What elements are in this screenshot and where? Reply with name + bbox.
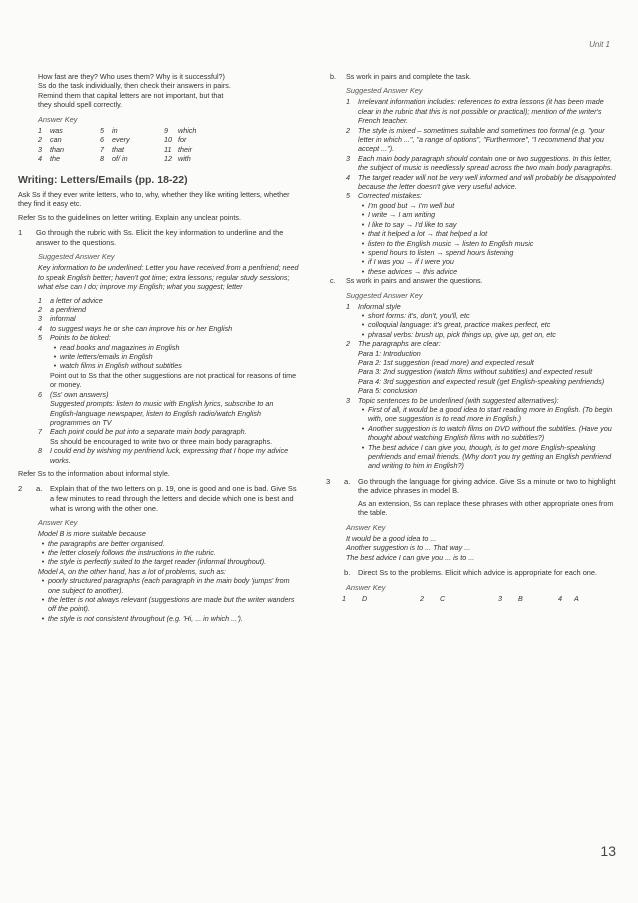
paragraph: Refer Ss to the guidelines on letter writing. Explain any unclear points. [18,212,241,222]
suggested-prompts: Suggested prompts: listen to music with English lyrics, subscribe to an English-language newspaper, listen to English radio/watch English programmes on TV [50,399,274,427]
key-info: Key information to be underlined: Letter you have received from a penfriend; need to speak English better; haven't got time; extra lessons; regular study sessions; what else can I do; improve my English; what you suggest; letter [38,263,299,292]
exercise-2: 2 a. Explain that of the two letters on p. 19, one is good and one is bad. Give Ss a few minutes to read through the letters and decide which one is best and what is wrong with the other one. [18,484,297,513]
point-out: Point out to Ss that the other suggestions are not practical for reasons of time or money. [50,370,297,390]
section-heading: Writing: Letters/Emails (pp. 18-22) [18,174,188,186]
answer-key-grid: 1 was 5 in 9 which 2 can 6 every 10 for 3 than 7 that 11 their 4 the 8 of/ in 12 with [38,125,197,164]
intro-text [18,72,300,110]
paragraph: Ask Ss if they ever write letters, who to, why, whether they like writing letters, whether they find it easy etc. [18,190,290,209]
page-number: 13 [600,843,616,859]
exercise-3: 3 a. Go through the language for giving advice. Give Ss a minute or two to highlight the advice phrases in model B. [326,476,616,496]
intro-line: they should spell correctly. [38,100,123,110]
answer-key-row: 1 D 2 C 3 B 4 A [342,593,579,603]
intro-line: Ss do the task individually, then check their answers in pairs. [38,81,231,91]
exercise-1: 1 Go through the rubric with Ss. Elicit the key information to underline and the answer to the questions. [18,228,284,247]
answer-key-label: Answer Key [38,518,78,528]
exercise-3b: b. Direct Ss to the problems. Elicit which advice is appropriate for each one. [344,568,598,578]
unit-label: Unit 1 [589,40,610,49]
left-column: How fast are they? Who uses them? Why is it successful?) Ss do the task individually, then check their answers in pairs. Remind them that capital letters are not important, but that they should spell correctly. Answer Key 1 was 5 in 9 which 2 can 6 every 10 for 3 than 7 that 11 their 4 the 8 of/ in 12 with Writing: Letters/Emails (pp. 18-22) Ask Ss if they ever write letters, who to, why, whether they like writing letters, whether they find it easy etc. Refer Ss to the guidelines on letter writing. Explain any unclear points. 1 Go through the rubric with Ss. Elicit the key information to underline and the answer to the questions. Suggested Answer Key Key information to be underlined: Letter you have received from a penfriend; need to speak English better; haven't got time; extra lessons; regular study sessions; what else can I do; improve my English; what you suggest; letter 1 a letter of advice 2 a penfriend 3 informal 4 to suggest ways he or she can improve his or her English 5 Points to be ticked: • read books and magazines in English • write letters/emails in English • watch films in English without subtitles Point out to Ss that the other suggestions are not practical for reasons of time or money. 6 (Ss' own answers) Suggested prompts: listen to music with English lyrics, subscribe to an English-language newspaper, listen to English radio/watch English programmes on TV 7 Each point could be put into a separate main body paragraph. Ss should be encouraged to write two or three main body paragraphs. 8 I could end by wishing my penfriend luck, expressing that I hope my advice works. Refer Ss to the information about informal style. 2 a. Explain that of the two letters on p. 19, one is good and one is bad. Give Ss a few minutes to read through the letters and decide which one is best and what is wrong with the other one. Answer Key Model B is more suitable because • the paragraphs are better organised. • the letter closely follows the instructions in the rubric. • the style is perfectly suited to the target reader (informal throughout). Model A, on the other hand, has a lot of problems, such as: • poorly structured paragraphs (each paragraph in the main body 'jumps' from one subject to another). • the letter is not always relevant (suggestions are made but the writer wanders off the point). • the style is not consistent throughout (e.g. 'Hi, ... in which ...'). [18,72,299,623]
paragraph: Refer Ss to the information about informal style. [18,468,170,478]
intro-line: How fast are they? Who uses them? Why is it successful?) [38,72,225,81]
answer-key-label: Answer Key [38,114,78,124]
intro-line: Remind them that capital letters are not important, but that [38,90,224,100]
right-column: b. Ss work in pairs and complete the task. Suggested Answer Key 1 Irrelevant information includes: references to extra lessons (it has been made clear in the rubric that this is not possible or practical); mention of the writer's French teacher. 2 The style is mixed – sometimes suitable and sometimes too formal (e.g. "your letter in which ...", "a range of options", "Furthermore", "I recommend that you accept ..."). 3 Each main body paragraph should contain one or two suggestions. In this letter, the subject of music is needlessly spread across the two main body paragraphs. 4 The target reader will not be very well informed and will probably be disappointed because the letter doesn't give very useful advice. 5 Corrected mistakes: • I'm good but → I'm well but • I write → I am writing • I like to say → I'd like to say • that it helped a lot → that helped a lot • listen to the English music → listen to English music • spend hours to listen → spend hours listening • if I was you → if I were you • these advices → this advice c. Ss work in pairs and answer the questions. Suggested Answer Key 1 Informal style • short forms: it's, don't, you'll, etc • colloquial language: it's great, practice makes perfect, etc • phrasal verbs: brush up, pick things up, give up, get on, etc 2 The paragraphs are clear: Para 1: Introduction Para 2: 1st suggestion (read more) and expected result Para 3: 2nd suggestion (watch films without subtitles) and expected result Para 4: 3rd suggestion and expected result (get English-speaking penfriends) Para 5: conclusion 3 Topic sentences to be underlined (with suggested alternatives): • First of all, it would be a good idea to start reading more in English. (To begin with, one suggestion is to read more in English.) • Another suggestion is to watch films on DVD without the subtitles. (Have you thought about watching English films with no subtitles?) • The best advice I can give you, though, is to get more English-speaking penfriends and email friends. (Why don't you try getting an English penfriend and writing to him in English?) 3 a. Go through the language for giving advice. Give Ss a minute or two to highlight the advice phrases in model B. As an extension, Ss can replace these phrases with other appropriate ones from the table. Answer Key It would be a good idea to ... Another suggestion is to ... That way ... The best advice I can give you ... is to ... b. Direct Ss to the problems. Elicit which advice is appropriate for each one. Answer Key 1 D 2 C 3 B 4 A [326,72,616,603]
suggested-answer-key-label: Suggested Answer Key [38,252,115,262]
